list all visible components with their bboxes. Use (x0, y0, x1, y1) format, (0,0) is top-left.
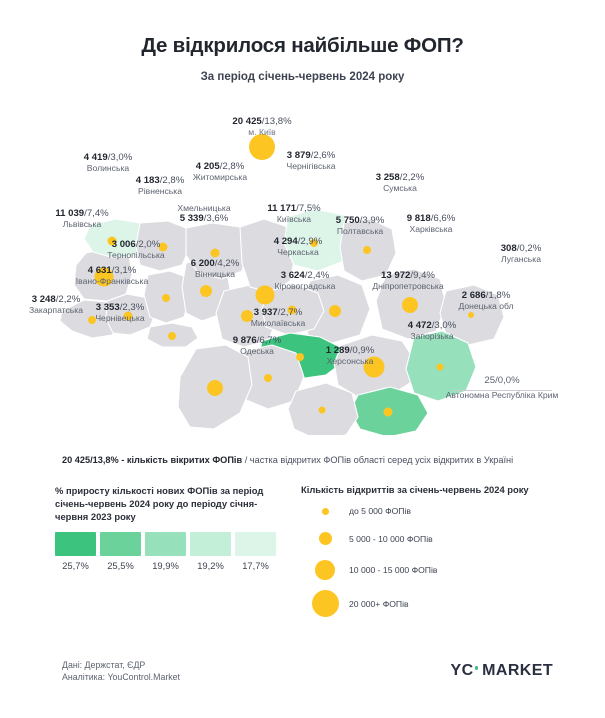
label-odeska: 9 876/6,7% Одеська (232, 335, 282, 357)
marker-zhytomyrska[interactable] (211, 249, 220, 258)
logo-dot-icon (475, 666, 479, 670)
size-legend-row[interactable] (301, 506, 411, 516)
label-khmelnytska: Хмельницька 5 339/3,6% (177, 203, 231, 225)
size-legend-label: до 5 000 ФОПів (349, 506, 411, 516)
label-ivano-frankivska: 4 631/3,1% Івано-Франківська (75, 265, 149, 287)
caption-rest: / частка відкритих ФОПів області серед усіх відкритих в Україні (242, 455, 514, 465)
marker-ternopilska[interactable] (162, 294, 170, 302)
label-donetska: 2 686/1,8% Донецька обл (458, 290, 514, 312)
growth-swatch-label: 25,7% (62, 560, 89, 571)
label-cherkaska: 4 294/2,9% Черкаська (273, 236, 323, 258)
label-chernihivska: 3 879/2,6% Чернігівська (286, 150, 336, 172)
label-ternopilska: 3 006/2,0% Тернопільська (107, 239, 165, 261)
growth-swatches (55, 532, 276, 556)
caption-value: 20 425/13,8% - (62, 455, 125, 465)
label-zakarpatska: 3 248/2,2% Закарпатська (28, 294, 84, 316)
size-legend-label: 5 000 - 10 000 ФОПів (349, 533, 433, 544)
label-crimea-name: Автономна Республіка Крим (445, 390, 559, 401)
footer-credits (62, 660, 180, 683)
label-luhanska: 308/0,2% Луганська (500, 243, 542, 265)
growth-swatch[interactable] (55, 532, 96, 556)
caption-bold-mid: кількість вікритих ФОПів (124, 455, 243, 465)
logo-yc-text: YC (450, 662, 474, 679)
size-legend-swatch-cell (301, 508, 349, 515)
yc-market-logo[interactable] (451, 662, 553, 680)
label-khersonska: 1 289/0,9% Херсонська (325, 345, 375, 367)
label-kyiv-city: 20 425/13,8% м. Київ (232, 116, 292, 138)
size-legend-row[interactable] (301, 532, 433, 545)
marker-luhanska[interactable] (468, 312, 474, 318)
label-chernivetska: 3 353/2,3% Чернівецька (95, 302, 145, 324)
marker-donetska[interactable] (437, 364, 444, 371)
map-caption (62, 455, 562, 465)
marker-odeska[interactable] (207, 380, 223, 396)
footer-analytics-source: Аналітика: YouControl.Market (62, 671, 181, 682)
marker-mykolaivska[interactable] (264, 374, 272, 382)
growth-swatch[interactable] (145, 532, 186, 556)
label-volynska: 4 419/3,0% Волинська (83, 152, 133, 174)
size-legend-row[interactable] (301, 560, 437, 580)
page-title: Де відкрилося найбільше ФОП? (141, 34, 464, 57)
marker-zaporizka[interactable] (384, 408, 393, 417)
size-legend-row[interactable] (301, 590, 409, 617)
size-legend-title: Кількість відкриттів за січень-червень 2024 року (301, 484, 529, 495)
label-dnipropetrovska: 13 972/9,4% Дніпропетровська (372, 270, 444, 292)
label-sumska: 3 258/2,2% Сумська (375, 172, 425, 194)
growth-legend (55, 484, 280, 571)
growth-swatch[interactable] (190, 532, 231, 556)
marker-khersonska[interactable] (319, 407, 326, 414)
label-lvivska: 11 039/7,4% Львівська (55, 208, 109, 230)
growth-swatch-label: 25,5% (107, 560, 134, 571)
label-vinnytska: 6 200/4,2% Вінницька (190, 258, 240, 280)
label-kharkivska: 9 818/6,6% Харківська (406, 213, 456, 235)
page-subtitle: За період січень-червень 2024 року (200, 71, 405, 83)
label-zaporizka: 4 472/3,0% Запорізька (407, 320, 457, 342)
size-legend-swatch-cell (301, 560, 349, 580)
growth-swatch[interactable] (235, 532, 276, 556)
size-legend-swatch-cell (301, 532, 349, 545)
size-legend-label: 10 000 - 15 000 ФОПів (349, 565, 438, 575)
label-crimea: 25/0,0% Автономна Республіка Крим (432, 375, 572, 401)
label-zhytomyrska: 4 205/2,8% Житомирська (192, 161, 248, 183)
growth-swatch-labels (55, 560, 276, 571)
marker-sumska[interactable] (363, 246, 371, 254)
label-kirovohradska: 3 624/2,4% Кіровоградська (274, 270, 336, 292)
growth-swatch-label: 19,9% (152, 560, 179, 571)
label-rivnenska: 4 183/2,8% Рівненська (135, 175, 185, 197)
footer-data-source: Дані: Держстат, ЄДР (62, 660, 146, 670)
logo-market-text: MARKET (482, 662, 553, 679)
size-legend-label: 20 000+ ФОПів (349, 598, 409, 609)
circle-marker-icon (315, 560, 335, 580)
marker-khmelnytska[interactable] (200, 285, 212, 297)
label-kyivska: 11 171/7,5% Київська (267, 203, 321, 225)
growth-swatch-label: 19,2% (197, 560, 224, 571)
ukraine-map (0, 95, 605, 435)
circle-marker-icon (319, 532, 332, 545)
label-mykolaivska: 3 937/2,7% Миколаївська (250, 307, 306, 329)
marker-chernivetska[interactable] (168, 332, 176, 340)
marker-kharkivska[interactable] (402, 297, 418, 313)
growth-swatch-label: 17,7% (242, 560, 269, 571)
label-poltavska: 5 750/3,9% Полтавська (335, 215, 385, 237)
size-legend (301, 484, 571, 609)
growth-swatch[interactable] (100, 532, 141, 556)
size-legend-swatch-cell (301, 590, 349, 617)
circle-marker-icon (322, 508, 329, 515)
growth-legend-title: % приросту кількості нових ФОПів за період січень-червень 2024 року до періоду січня-червня 2023 року (55, 485, 264, 522)
circle-marker-icon (312, 590, 339, 617)
